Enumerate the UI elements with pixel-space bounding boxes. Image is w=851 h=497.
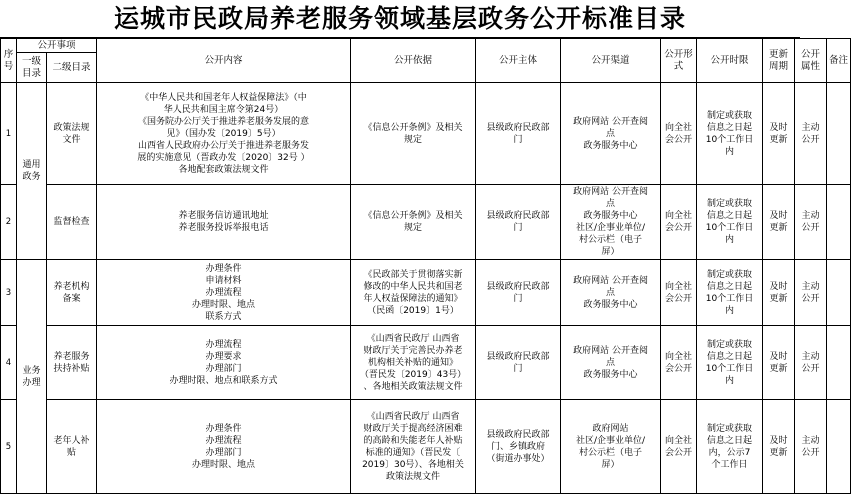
row-attr: 主动 公开	[795, 326, 827, 400]
row-seq: 1	[1, 83, 17, 185]
row-basis: 《民政部关于贯彻落实新 修改的中华人民共和国老 年人权益保障法的通知》 （民函〔2019〕1号）	[351, 260, 476, 326]
row-subject: 县级政府民政部 门	[476, 185, 561, 260]
row-seq: 3	[1, 260, 17, 326]
row-form: 向全社 会公开	[661, 185, 697, 260]
row-subject: 县级政府民政部 门	[476, 326, 561, 400]
row-seq: 4	[1, 326, 17, 400]
table-row	[1, 185, 851, 260]
row-seq: 2	[1, 185, 17, 260]
header-cycle: 更新 周期	[763, 39, 795, 83]
row-basis: 《信息公开条例》及相关 规定	[351, 83, 476, 185]
row-attr: 主动 公开	[795, 83, 827, 185]
header-time: 公开时限	[697, 39, 763, 83]
row-form: 向全社 会公开	[661, 83, 697, 185]
row-level2: 监督检查	[47, 185, 97, 260]
header-note: 备注	[827, 39, 851, 83]
row-content: 养老服务信访通讯地址 养老服务投诉举报电话	[97, 185, 351, 260]
row-attr: 主动 公开	[795, 260, 827, 326]
row-cycle: 及时 更新	[763, 260, 795, 326]
row-content: 办理条件 办理流程 办理部门 办理时限、地点	[97, 400, 351, 494]
header-level1: 一级 目录	[17, 53, 47, 83]
header-seq: 序 号	[1, 39, 17, 83]
header-channel: 公开渠道	[561, 39, 661, 83]
table-row	[1, 326, 851, 400]
row-basis: 《山西省民政厅 山西省 财政厅关于提高经济困难 的高龄和失能老年人补贴 标准的通知》（晋民发〔 2019〕30号）、各地相关 政策法规文件	[351, 400, 476, 494]
table-row	[1, 400, 851, 494]
row-cycle: 及时 更新	[763, 326, 795, 400]
row-channel: 政府网站 社区/企事业单位/ 村公示栏（电子 屏）	[561, 400, 661, 494]
row-basis: 《山西省民政厅 山西省 财政厅关于完善民办养老 机构相关补贴的通知》 （晋民发〔2019〕43号） 、各地相关政策法规文件	[351, 326, 476, 400]
row-channel: 政府网站 公开查阅 点 政务服务中心	[561, 260, 661, 326]
header-form: 公开形 式	[661, 39, 697, 83]
header-matter: 公开事项	[17, 39, 97, 53]
row-content: 《中华人民共和国老年人权益保障法》（中 华人民共和国主席令第24号） 《国务院办公厅关于推进养老服务发展的意 见》（国办发〔2019〕5号） 山西省人民政府办公厅关于推进养老服务发 展的实施意见（晋政办发〔2020〕32号 ） 各地配套政策法规文件	[97, 83, 351, 185]
row-level2: 养老机构 备案	[47, 260, 97, 326]
row-note	[827, 260, 851, 326]
header-level2: 二级目录	[47, 53, 97, 83]
row-level2: 政策法规 文件	[47, 83, 97, 185]
row-channel: 政府网站 公开查阅 点 政务服务中心 社区/企事业单位/ 村公示栏（电子 屏）	[561, 185, 661, 260]
row-cycle: 及时 更新	[763, 185, 795, 260]
row-time: 制定或获取 信息之日起 10个工作日 内	[697, 260, 763, 326]
row-note	[827, 400, 851, 494]
level1-general: 通用 政务	[17, 83, 47, 260]
row-subject: 县级政府民政部 门	[476, 83, 561, 185]
row-cycle: 及时 更新	[763, 400, 795, 494]
row-form: 向全社 会公开	[661, 260, 697, 326]
table-row	[1, 260, 851, 326]
row-attr: 主动 公开	[795, 400, 827, 494]
header-basis: 公开依据	[351, 39, 476, 83]
row-form: 向全社 会公开	[661, 326, 697, 400]
row-note	[827, 326, 851, 400]
row-time: 制定或获取 信息之日起 10个工作日 内	[697, 83, 763, 185]
page-title: 运城市民政局养老服务领域基层政务公开标准目录	[0, 0, 800, 38]
row-basis: 《信息公开条例》及相关 规定	[351, 185, 476, 260]
row-seq: 5	[1, 400, 17, 494]
level1-business: 业务 办理	[17, 260, 47, 494]
row-channel: 政府网站 公开查阅 点 政务服务中心	[561, 83, 661, 185]
header-content: 公开内容	[97, 39, 351, 83]
row-channel: 政府网站 公开查阅 点 政务服务中心	[561, 326, 661, 400]
table-row	[1, 83, 851, 185]
row-subject: 县级政府民政部 门、乡镇政府 （街道办事处）	[476, 400, 561, 494]
row-attr: 主动 公开	[795, 185, 827, 260]
header-row-1	[1, 39, 851, 53]
row-time: 制定或获取 信息之日起 内，公示7 个工作日	[697, 400, 763, 494]
row-form: 向全社 会公开	[661, 400, 697, 494]
row-cycle: 及时 更新	[763, 83, 795, 185]
row-level2: 老年人补 贴	[47, 400, 97, 494]
row-level2: 养老服务 扶持补贴	[47, 326, 97, 400]
row-content: 办理流程 办理要求 办理部门 办理时限、地点和联系方式	[97, 326, 351, 400]
row-content: 办理条件 申请材料 办理流程 办理时限、地点 联系方式	[97, 260, 351, 326]
row-subject: 县级政府民政部 门	[476, 260, 561, 326]
row-time: 制定或获取 信息之日起 10个工作日 内	[697, 326, 763, 400]
catalog-table	[0, 38, 851, 494]
header-subject: 公开主体	[476, 39, 561, 83]
row-time: 制定或获取 信息之日起 10个工作日 内	[697, 185, 763, 260]
row-note	[827, 185, 851, 260]
row-note	[827, 83, 851, 185]
header-attr: 公开 属性	[795, 39, 827, 83]
